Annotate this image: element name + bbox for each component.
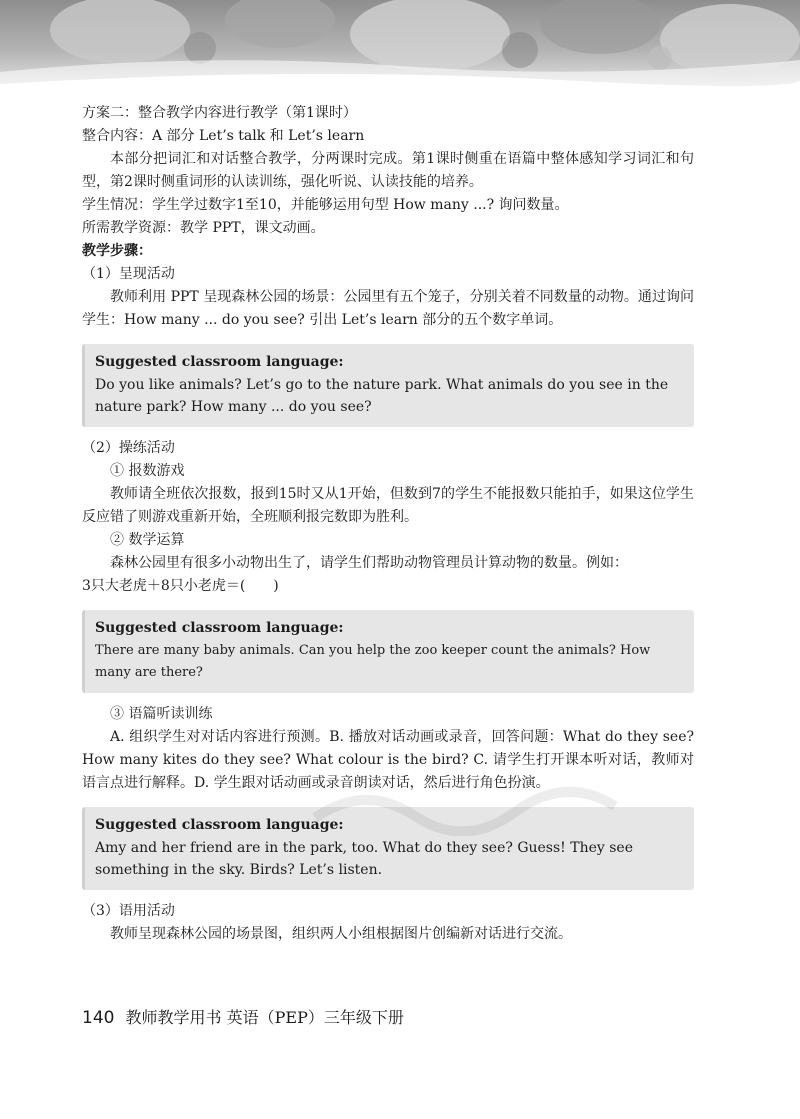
box3-text: Amy and her friend are in the park, too. What do they see? Guess! They see something in the sky. Birds? Let’s listen.	[95, 840, 634, 878]
book-title: 教师教学用书 英语（PEP）三年级下册	[125, 1008, 404, 1027]
page-number: 140	[82, 1008, 115, 1028]
step2-sub1-text: 教师请全班依次报数，报到15时又从1开始，但数到7的学生不能报数只能拍手，如果这位学生反应错了则游戏重新开始，全班顺利报完数即为胜利。	[82, 486, 694, 525]
step2-sub2: ② 数学运算	[110, 532, 185, 548]
resources-line: 所需教学资源：教学 PPT，课文动画。	[82, 220, 325, 236]
watermark-graphic	[305, 778, 625, 836]
step2-sub1: ① 报数游戏	[110, 463, 185, 479]
step2-sub2-text: 森林公园里有很多小动物出生了，请学生们帮助动物管理员计算动物的数量。例如：	[110, 555, 628, 571]
intro-paragraph: 本部分把词汇和对话整合教学，分两课时完成。第1课时侧重在语篇中整体感知学习词汇和句型，第2课时侧重词形的认读训练，强化听说、认读技能的培养。	[82, 151, 694, 190]
step1-text: 教师利用 PPT 呈现森林公园的场景：公园里有五个笼子，分别关着不同数量的动物。通过询问学生：How many ... do you see? 引出 Let’s learn 部分的五个数字单词。	[82, 289, 694, 328]
box3-title: Suggested classroom language:	[95, 817, 344, 833]
box1-text: Do you like animals? Let’s go to the nature park. What animals do you see in the nature park? How many ... do you see?	[95, 377, 669, 415]
floral-ornament	[0, 0, 800, 92]
suggested-language-box-2	[82, 610, 694, 693]
header-banner	[0, 0, 800, 92]
box2-text: There are many baby animals. Can you help the zoo keeper count the animals? How many are there?	[95, 643, 651, 680]
plan-title: 方案二：整合教学内容进行教学（第1课时）	[82, 105, 357, 121]
integration-line: 整合内容：A 部分 Let’s talk 和 Let’s learn	[82, 128, 365, 144]
step2-sub3: ③ 语篇听读训练	[110, 706, 213, 722]
step2-sub2-example: 3只大老虎＋8只小老虎＝( )	[82, 578, 279, 594]
step2-sub3-text: A. 组织学生对对话内容进行预测。B. 播放对话动画或录音，回答问题：What do they see? How many kites do they see? What colour is the bird? C. 请学生打开课本听对话，教师对语言点进行解释。D. 学生跟对话动画或录音朗读对话，然后进行角色扮演。	[82, 729, 694, 791]
page-footer	[82, 1006, 404, 1030]
box1-title: Suggested classroom language:	[95, 354, 344, 370]
step3-text: 教师呈现森林公园的场景图，组织两人小组根据图片创编新对话进行交流。	[110, 926, 572, 942]
step1-heading: （1）呈现活动	[82, 266, 175, 282]
steps-label: 教学步骤：	[82, 243, 152, 259]
suggested-language-box-1	[82, 344, 694, 427]
box2-title: Suggested classroom language:	[95, 620, 344, 636]
students-line: 学生情况：学生学过数字1至10，并能够运用句型 How many ...? 询问数量。	[82, 197, 569, 213]
step3-heading: （3）语用活动	[82, 903, 175, 919]
step2-heading: （2）操练活动	[82, 440, 175, 456]
